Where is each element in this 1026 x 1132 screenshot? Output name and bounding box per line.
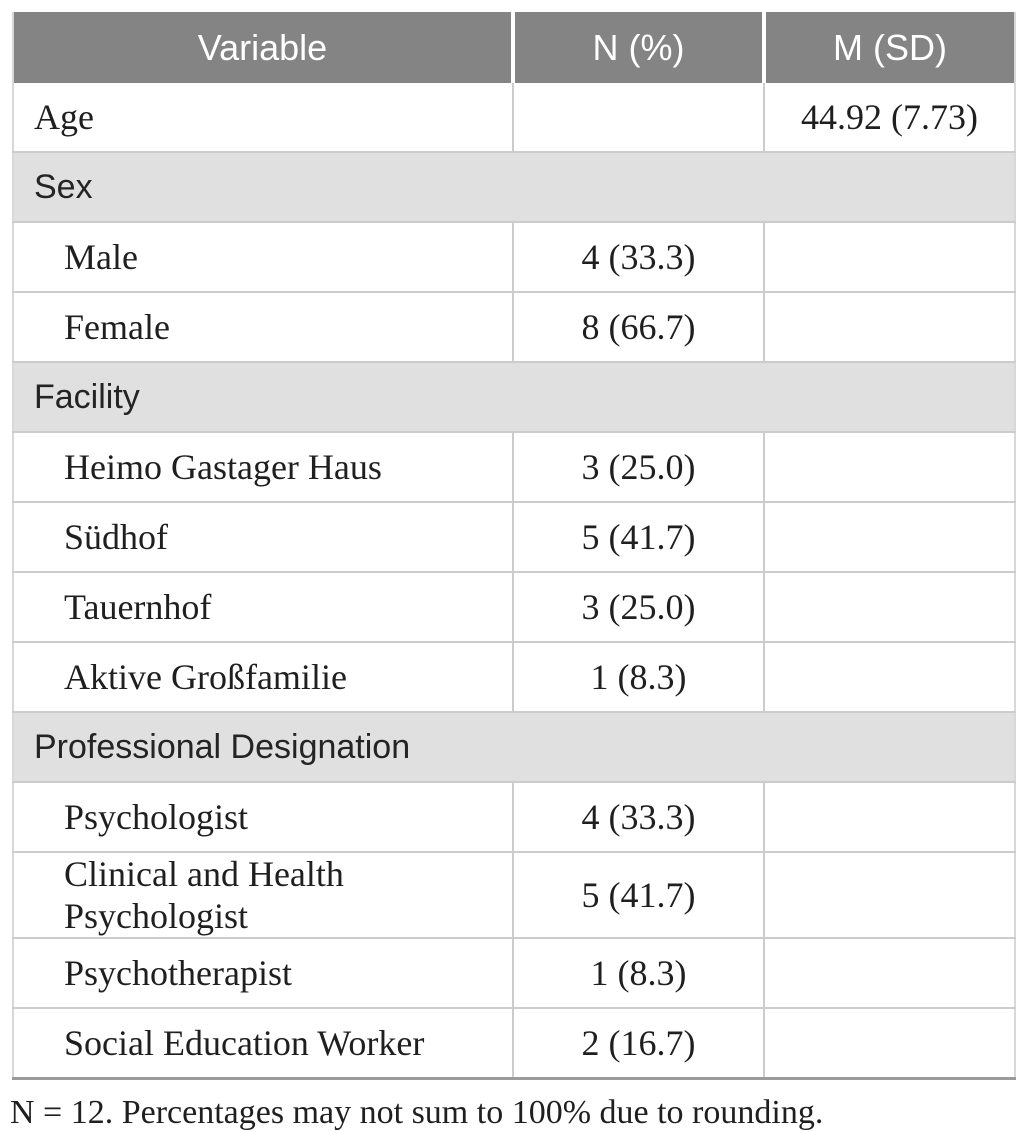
table-row-suedhof xyxy=(13,502,1015,572)
section-header: Facility xyxy=(13,362,1015,432)
m-sd-value xyxy=(764,502,1015,572)
n-percent-value: 3 (25.0) xyxy=(513,432,764,502)
row-label: Social Education Worker xyxy=(13,1008,513,1079)
col-header-n-percent: N (%) xyxy=(513,12,764,83)
table-row-age xyxy=(13,83,1015,152)
m-sd-value xyxy=(764,938,1015,1008)
row-label: Heimo Gastager Haus xyxy=(13,432,513,502)
m-sd-value xyxy=(764,642,1015,712)
n-percent-value: 4 (33.3) xyxy=(513,222,764,292)
header-row xyxy=(13,12,1015,83)
col-header-variable: Variable xyxy=(13,12,513,83)
table-footnote: N = 12. Percentages may not sum to 100% due to rounding. xyxy=(10,1094,824,1131)
section-header: Professional Designation xyxy=(13,712,1015,782)
row-label: Psychotherapist xyxy=(13,938,513,1008)
m-sd-value: 44.92 (7.73) xyxy=(764,83,1015,152)
n-percent-value: 3 (25.0) xyxy=(513,572,764,642)
row-label: Age xyxy=(13,83,513,152)
row-label: Clinical and Health Psychologist xyxy=(13,852,513,938)
n-percent-value: 5 (41.7) xyxy=(513,502,764,572)
table-row-social-education-worker xyxy=(13,1008,1015,1079)
m-sd-value xyxy=(764,1008,1015,1079)
m-sd-value xyxy=(764,432,1015,502)
row-label: Aktive Großfamilie xyxy=(13,642,513,712)
table-row-aktive-grossfamilie xyxy=(13,642,1015,712)
row-label: Female xyxy=(13,292,513,362)
n-percent-value: 2 (16.7) xyxy=(513,1008,764,1079)
table-row-clinical-health-psychologist xyxy=(13,852,1015,938)
demographics-table xyxy=(12,12,1016,1080)
n-percent-value: 4 (33.3) xyxy=(513,782,764,852)
table-row-psychologist xyxy=(13,782,1015,852)
section-row-facility xyxy=(13,362,1015,432)
n-percent-value: 1 (8.3) xyxy=(513,642,764,712)
table-row-psychotherapist xyxy=(13,938,1015,1008)
table-row-tauernhof xyxy=(13,572,1015,642)
n-percent-value: 5 (41.7) xyxy=(513,852,764,938)
row-label: Südhof xyxy=(13,502,513,572)
table-row-male xyxy=(13,222,1015,292)
row-label: Tauernhof xyxy=(13,572,513,642)
row-label: Psychologist xyxy=(13,782,513,852)
n-percent-value: 8 (66.7) xyxy=(513,292,764,362)
m-sd-value xyxy=(764,292,1015,362)
n-percent-value xyxy=(513,83,764,152)
table-row-female xyxy=(13,292,1015,362)
col-header-m-sd: M (SD) xyxy=(764,12,1015,83)
table-row-heimo-gastager-haus xyxy=(13,432,1015,502)
section-header: Sex xyxy=(13,152,1015,222)
section-row-professional-designation xyxy=(13,712,1015,782)
n-percent-value: 1 (8.3) xyxy=(513,938,764,1008)
m-sd-value xyxy=(764,782,1015,852)
m-sd-value xyxy=(764,222,1015,292)
m-sd-value xyxy=(764,572,1015,642)
m-sd-value xyxy=(764,852,1015,938)
section-row-sex xyxy=(13,152,1015,222)
row-label: Male xyxy=(13,222,513,292)
